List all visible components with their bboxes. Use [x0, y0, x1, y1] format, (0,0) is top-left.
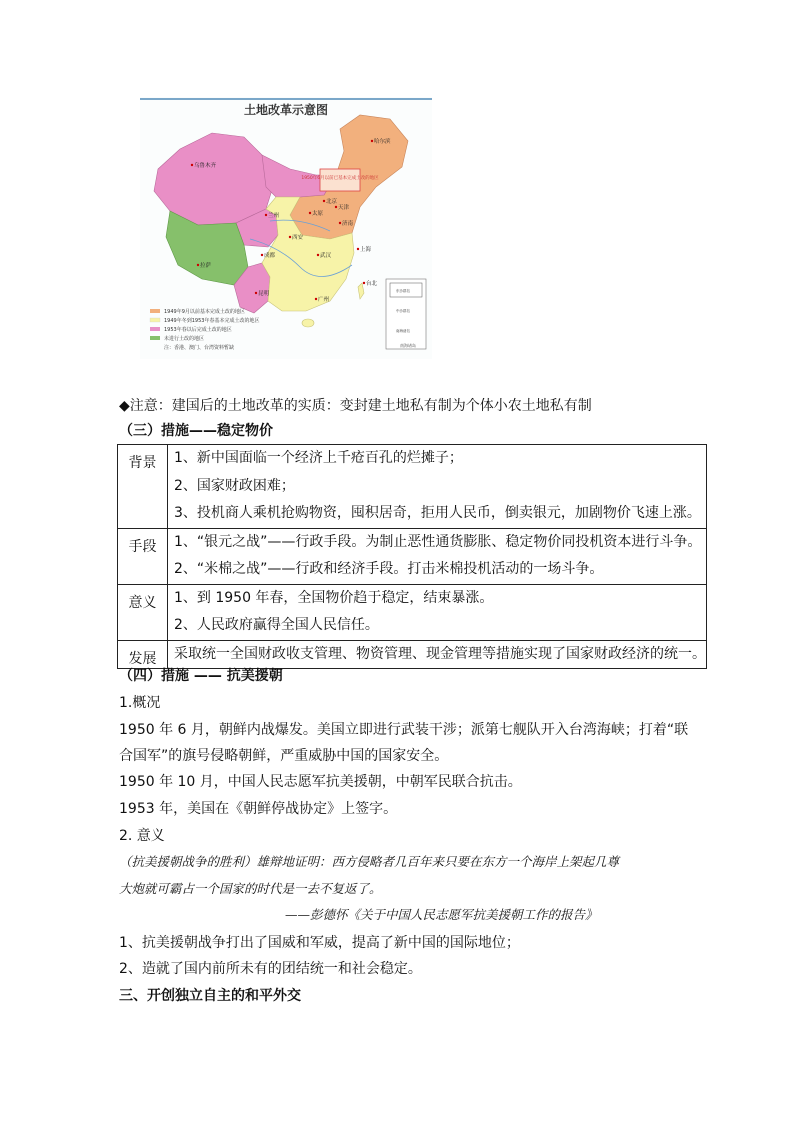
region-hainan	[302, 319, 314, 327]
quote-source: ——彭德怀《关于中国人民志愿军抗美援朝工作的报告》	[285, 907, 598, 922]
table-cell-line: 采取统一全国财政收支管理、物资管理、现金管理等措施实现了国家财政经济的统一。	[174, 645, 706, 662]
overview-line-3: 1950 年 10 月，中国人民志愿军抗美援朝，中朝军民联合抗击。	[119, 774, 522, 790]
legend-item-1: 1949年9月以前基本完成土改的地区	[164, 309, 245, 315]
map-title: 土地改革示意图	[243, 103, 329, 117]
city-label: 济南	[342, 221, 354, 227]
city-label: 武汉	[320, 253, 332, 259]
table-row-content	[168, 528, 707, 584]
city-label: 哈尔滨	[374, 139, 391, 145]
city-label: 北京	[326, 199, 338, 205]
city-marker	[335, 206, 337, 208]
section-three-title: 三、开创独立自主的和平外交	[119, 988, 301, 1004]
city-marker	[289, 236, 291, 238]
section-4-title: （四）措施 —— 抗美援朝	[119, 668, 283, 684]
region-note: 1950年6月以前已基本完成土改的地区	[301, 176, 379, 181]
table-row-head: 意义	[118, 584, 168, 640]
table-row-head: 背景	[118, 445, 168, 529]
table-cell-line: 2、人民政府赢得全国人民信任。	[174, 617, 379, 633]
land-reform-note: ◆注意：建国后的土地改革的实质：变封建土地私有制为个体小农土地私有制	[119, 398, 592, 414]
city-marker	[323, 200, 325, 202]
city-marker	[357, 248, 359, 250]
legend-item-2: 1949年冬到1953年春基本完成土改的地区	[164, 318, 260, 324]
city-label: 广州	[318, 297, 330, 303]
map-graphic	[140, 97, 432, 359]
overview-title: 1.概况	[119, 695, 161, 711]
table-cell-line: 1、新中国面临一个经济上千疮百孔的烂摊子；	[174, 450, 463, 466]
table-row-head: 手段	[118, 528, 168, 584]
table-cell-line: 1、“银元之战”——行政手段。为制止恶性通货膨胀、稳定物价同投机资本进行斗争。	[174, 533, 702, 550]
quote-line-1: （抗美援朝战争的胜利）雄辩地证明：西方侵略者几百年来只要在东方一个海岸上架起几尊	[119, 854, 620, 869]
land-reform-map	[140, 97, 432, 359]
table-row-content	[168, 445, 707, 529]
city-marker	[265, 214, 267, 216]
table-row-content	[168, 584, 707, 640]
city-marker	[363, 282, 365, 284]
map-legend	[150, 308, 259, 351]
city-marker	[309, 212, 311, 214]
overview-line-4: 1953 年，美国在《朝鲜停战协定》上签字。	[119, 801, 398, 817]
significance-title: 2. 意义	[119, 828, 165, 844]
table-row	[118, 640, 707, 669]
inset-label-1: 东沙群岛	[396, 289, 410, 293]
city-label: 上海	[360, 247, 372, 253]
table-row	[118, 528, 707, 584]
overview-line-1: 1950 年 6 月，朝鲜内战爆发。美国立即进行武装干涉；派第七舰队开入台湾海峡；打着“联	[119, 722, 689, 738]
table-row-head: 发展	[118, 640, 168, 669]
inset-label-3: 南海诸岛	[396, 329, 410, 333]
city-label: 太原	[312, 211, 324, 217]
city-marker	[261, 254, 263, 256]
city-label: 西安	[292, 235, 304, 241]
city-marker	[339, 222, 341, 224]
table-row-content	[168, 640, 707, 669]
table-row	[118, 445, 707, 529]
region-xinjiang	[154, 133, 276, 225]
inset-label-2: 中沙群岛	[396, 309, 410, 313]
city-marker	[317, 254, 319, 256]
city-label: 天津	[338, 205, 350, 211]
inset-corner-label: 南海诸岛	[400, 343, 416, 348]
overview-line-2: 合国军”的旗号侵略朝鲜，严重威胁中国的国家安全。	[119, 748, 449, 764]
city-label: 昆明	[258, 291, 270, 297]
significance-line-1: 1、抗美援朝战争打出了国威和军威，提高了新中国的国际地位；	[119, 935, 520, 951]
city-label: 成都	[264, 253, 276, 259]
table-cell-line: 1、到 1950 年春，全国物价趋于稳定，结束暴涨。	[174, 589, 494, 606]
city-marker	[371, 140, 373, 142]
table-cell-line: 3、投机商人乘机抢购物资，囤积居奇，拒用人民币，倒卖银元，加剧物价飞速上涨。	[174, 505, 701, 521]
significance-line-2: 2、造就了国内前所未有的团结统一和社会稳定。	[119, 961, 422, 977]
quote-line-2: 大炮就可霸占一个国家的时代是一去不复返了。	[119, 881, 382, 896]
city-label: 拉萨	[200, 263, 212, 269]
price-stabilization-table	[117, 444, 707, 669]
table-cell-line: 2、“米棉之战”——行政和经济手段。打击米棉投机活动的一场斗争。	[174, 561, 604, 577]
city-marker	[197, 264, 199, 266]
city-label: 兰州	[268, 213, 280, 219]
city-marker	[191, 164, 193, 166]
city-marker	[315, 298, 317, 300]
city-label: 台北	[366, 281, 378, 287]
table-row	[118, 584, 707, 640]
table-cell-line: 2、国家财政困难；	[174, 477, 295, 494]
section-3-title: （三）措施——稳定物价	[119, 423, 273, 439]
legend-item-4: 未进行土改的地区	[164, 336, 205, 342]
legend-item-3: 1953年春以后完成土改的地区	[164, 327, 232, 333]
legend-note: 注：香港、澳门、台湾资料暂缺	[164, 345, 235, 351]
city-marker	[255, 292, 257, 294]
city-label: 乌鲁木齐	[194, 163, 217, 169]
region-taiwan	[358, 283, 364, 299]
